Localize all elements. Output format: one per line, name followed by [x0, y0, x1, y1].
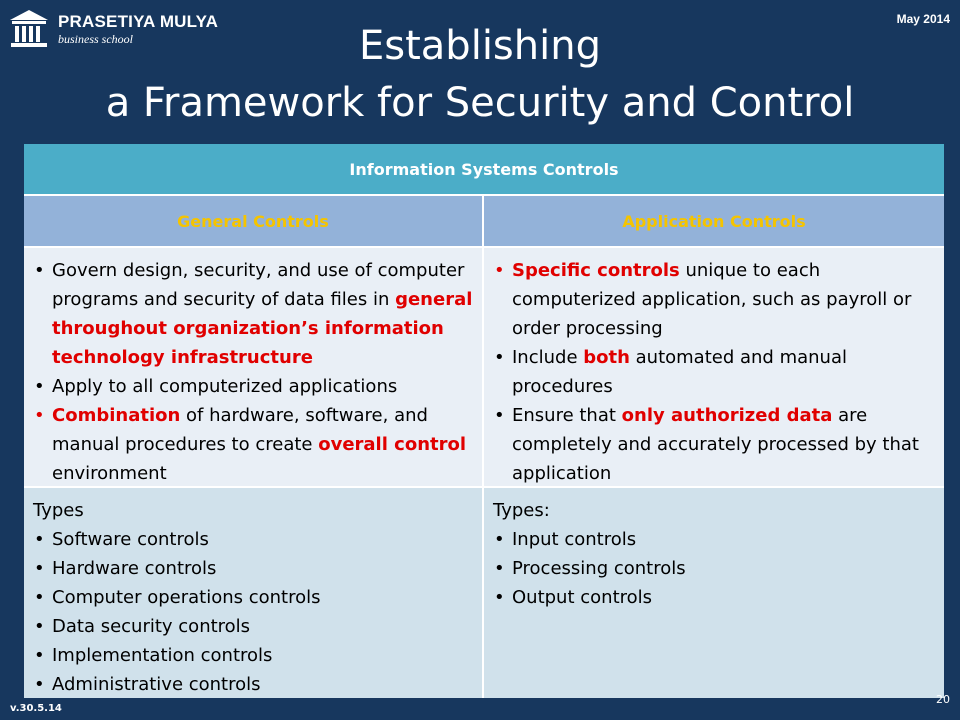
list-item: • Data security controls [33, 612, 474, 641]
types-label: Types [33, 500, 84, 521]
general-controls-types [24, 488, 484, 698]
emphasis-text: general throughout organization’s information technology infrastructure [52, 289, 473, 368]
list-item: • Input controls [493, 525, 936, 554]
list-item: • Specific controls unique to each computerized application, such as payroll or order processing [493, 256, 936, 343]
list-item: • Hardware controls [33, 554, 474, 583]
emphasis-text: overall control [318, 434, 467, 455]
emphasis-text: Specific controls [512, 260, 680, 281]
page-number: 20 [936, 693, 950, 706]
list-item: • Include both automated and manual procedures [493, 343, 936, 401]
application-controls-header: Application Controls [484, 196, 944, 248]
list-item: • Apply to all computerized applications [33, 372, 474, 401]
table-header: Information Systems Controls [24, 144, 944, 196]
slide-date: May 2014 [896, 12, 950, 26]
emphasis-text: both [583, 347, 630, 368]
list-item: • Output controls [493, 583, 936, 612]
controls-table [24, 144, 944, 698]
logo-subtitle: business school [58, 32, 133, 46]
list-item: • Combination of hardware, software, and manual procedures to create overall control environment [33, 401, 474, 488]
emphasis-text: only authorized data [621, 405, 833, 426]
slide-title [0, 18, 960, 132]
column-header-row [24, 196, 944, 248]
emphasis-text: Combination [52, 405, 181, 426]
application-controls-types [484, 488, 944, 698]
list-item: • Computer operations controls [33, 583, 474, 612]
general-controls-description [24, 248, 484, 488]
version-label: v.30.5.14 [10, 703, 62, 714]
list-item: • Software controls [33, 525, 474, 554]
application-controls-description [484, 248, 944, 488]
logo-name: PRASETIYA MULYA [58, 12, 219, 31]
list-item: • Processing controls [493, 554, 936, 583]
list-item: • Administrative controls [33, 670, 474, 699]
types-row [24, 488, 944, 698]
title-line-1: Establishing [359, 23, 601, 69]
list-item: • Implementation controls [33, 641, 474, 670]
general-controls-header: General Controls [24, 196, 484, 248]
types-label: Types: [493, 500, 550, 521]
title-line-2: a Framework for Security and Control [105, 80, 855, 126]
list-item: • Govern design, security, and use of computer programs and security of data files in general throughout organization’s information technology infrastructure [33, 256, 474, 372]
list-item: • Ensure that only authorized data are completely and accurately processed by that application [493, 401, 936, 488]
description-row [24, 248, 944, 488]
